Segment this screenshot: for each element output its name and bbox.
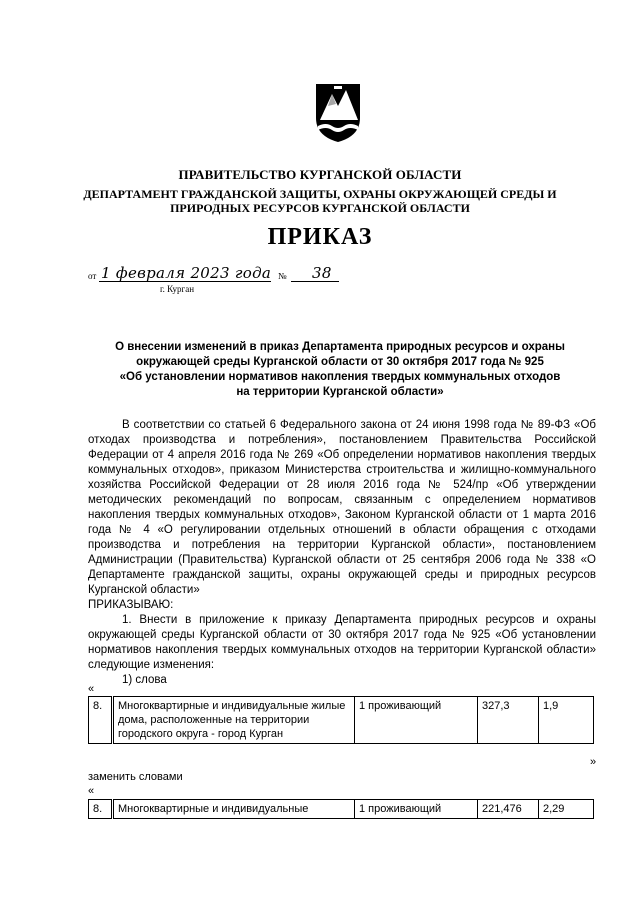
- title-line-2: окружающей среды Курганской области от 30 октября 2017 года № 925: [136, 356, 544, 368]
- unit-cell: 1 проживающий: [355, 697, 478, 744]
- row-number: 8.: [89, 800, 113, 819]
- date-number-row: [88, 262, 388, 284]
- title-line-4: на территории Курганской области»: [236, 386, 444, 398]
- subpoint-1: 1) слова: [122, 674, 167, 686]
- department-name: [60, 187, 580, 215]
- order-body: [88, 418, 596, 688]
- point-1-paragraph: 1. Внести в приложение к приказу Департамента природных ресурсов и охраны окружающей среды Курганской области от 30 октября 2017 года № 925 «Об установлении нормативов накопления твердых коммунальных отходов на территории Курганской области» следующие изменения:: [88, 614, 596, 671]
- government-name: ПРАВИТЕЛЬСТВО КУРГАНСКОЙ ОБЛАСТИ: [178, 167, 462, 182]
- department-line-2: ПРИРОДНЫХ РЕСУРСОВ КУРГАНСКОЙ ОБЛАСТИ: [170, 201, 470, 215]
- from-label: от: [88, 271, 97, 281]
- table-row: [89, 800, 594, 819]
- value-kg-cell: 327,3: [478, 697, 539, 744]
- close-quote-old: »: [590, 756, 597, 768]
- department-line-1: ДЕПАРТАМЕНТ ГРАЖДАНСКОЙ ЗАЩИТЫ, ОХРАНЫ ОКРУЖАЮЩЕЙ СРЕДЫ И: [83, 187, 557, 201]
- handwritten-date: 1 февраля 2023 года: [101, 264, 272, 282]
- value-kg-cell: 221,476: [478, 800, 539, 819]
- decree-word: ПРИКАЗЫВАЮ:: [88, 599, 174, 611]
- value-m3-cell: 2,29: [539, 800, 594, 819]
- old-rate-table: [88, 696, 594, 744]
- replace-with-text: заменить словами: [88, 771, 183, 783]
- value-m3-cell: 1,9: [539, 697, 594, 744]
- category-cell: Многоквартирные и индивидуальные: [113, 800, 355, 819]
- coat-of-arms-icon: [302, 80, 374, 144]
- unit-cell: 1 проживающий: [355, 800, 478, 819]
- title-line-3: «Об установлении нормативов накопления твердых коммунальных отходов: [119, 371, 561, 383]
- title-line-1: О внесении изменений в приказ Департамента природных ресурсов и охраны: [115, 341, 565, 353]
- handwritten-number: 38: [312, 264, 332, 282]
- open-quote-new: «: [88, 785, 95, 797]
- number-label: №: [278, 271, 287, 281]
- open-quote-old: «: [88, 683, 95, 695]
- document-type: ПРИКАЗ: [267, 224, 373, 250]
- city: г. Курган: [160, 284, 195, 294]
- preamble-paragraph: В соответствии со статьей 6 Федерального закона от 24 июня 1998 года № 89-ФЗ «Об отходах производства и потребления», постановлением Правительства Российской Федерации от 4 апреля 2016 года № 269 «Об определении нормативов накопления твердых коммунальных отходов», приказом Министерства строительства и жилищно-коммунального хозяйства Российской Федерации от 28 июля 2016 года № 524/пр «Об утверждении методических рекомендаций по вопросам, связанным с определением нормативов накопления твердых коммунальных отходов», Законом Курганской области от 1 марта 2016 года № 4 «О регулировании отдельных отношений в области обращения с отходами производства и потребления на территории Курганской области», постановлением Администрации (Правительства) Курганской области от 25 сентября 2006 года № 338 «О Департаменте гражданской защиты, охраны окружающей среды и природных ресурсов Курганской области»: [88, 419, 596, 596]
- category-cell: Многоквартирные и индивидуальные жилые дома, расположенные на территории городского округа - город Курган: [113, 697, 355, 744]
- table-row: [89, 697, 594, 744]
- order-title: [90, 340, 590, 400]
- row-number: 8.: [89, 697, 113, 744]
- new-rate-table: [88, 799, 594, 819]
